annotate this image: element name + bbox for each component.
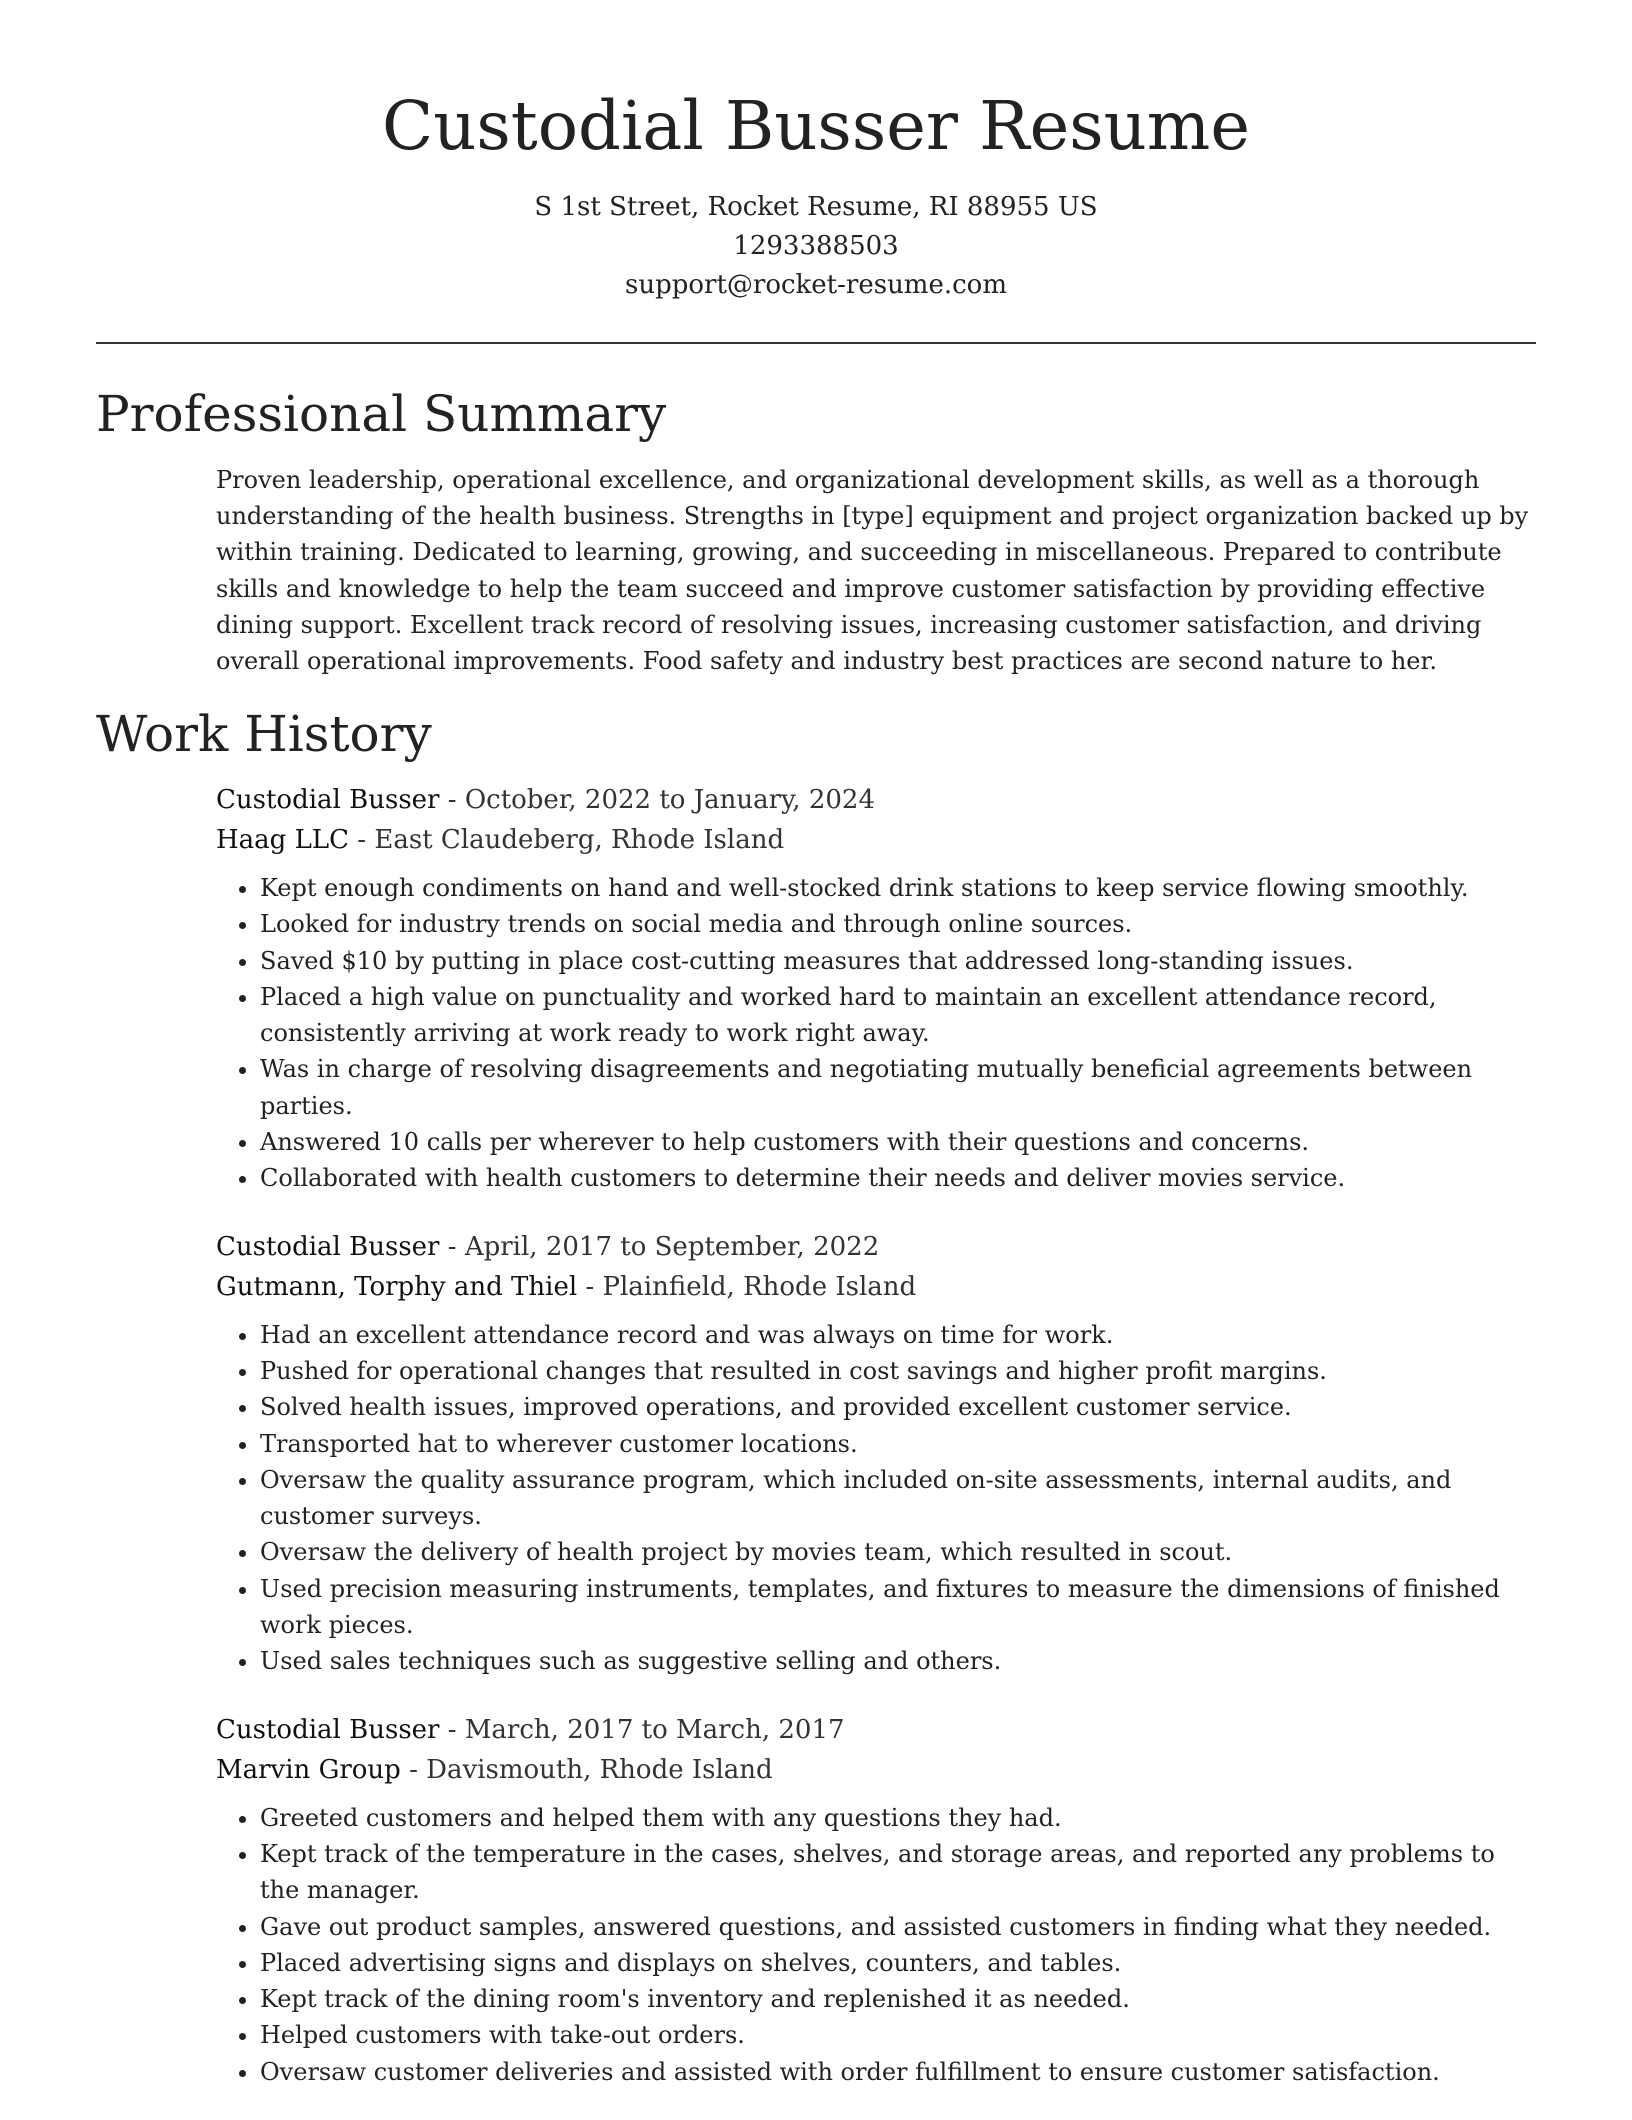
work-history-list [216,780,1541,2120]
job-duty-item: • Answered 10 calls per wherever to help customers with their questions and concerns. [260,1124,1541,1160]
job-entry [216,1227,1541,1680]
job-duty-item: • Used sales techniques such as suggestive selling and others. [260,1643,1541,1679]
job-entry [216,1710,1541,2090]
job-duty-item: • Kept track of the dining room's inventory and replenished it as needed. [260,1981,1541,2017]
job-company-line [216,1750,1541,1790]
job-dates: October, 2022 to January, 2024 [464,785,875,815]
job-duty-item: • Pushed for operational changes that resulted in cost savings and higher profit margins. [260,1353,1541,1389]
separator: - [349,825,375,855]
resume-header [0,0,1632,305]
job-duty-item: • Placed a high value on punctuality and worked hard to maintain an excellent attendance record, consistently arriving at work ready to work right away. [260,979,1541,1052]
job-duty-item: • Had an excellent attendance record and was always on time for work. [260,1317,1541,1353]
section-title-summary: Professional Summary [96,385,667,443]
separator: - [400,1754,427,1785]
job-duty-item: • Used precision measuring instruments, templates, and fixtures to measure the dimensions of finished work pieces. [260,1571,1541,1644]
job-dates: April, 2017 to September, 2022 [464,1231,880,1262]
job-title-line [216,1710,1541,1750]
job-company-line [216,1267,1541,1307]
job-duty-item: • Kept enough condiments on hand and well-stocked drink stations to keep service flowing smoothly. [260,870,1541,906]
job-duty-item: • Transported hat to wherever customer locations. [260,1426,1541,1462]
job-duties-list [216,870,1541,1197]
job-title-line [216,1227,1541,1267]
job-duty-item: • Placed advertising signs and displays on shelves, counters, and tables. [260,1945,1541,1981]
job-location: East Claudeberg, Rhode Island [374,825,785,855]
job-company: Gutmann, Torphy and Thiel [216,1271,578,1302]
resume-title: Custodial Busser Resume [382,87,1250,165]
section-title-work-history: Work History [96,705,432,763]
job-title: Custodial Busser [216,1714,440,1745]
separator: - [439,1714,465,1745]
separator: - [439,1231,465,1262]
job-title-line [216,780,1541,820]
job-duty-item: • Helped customers with take-out orders. [260,2017,1541,2053]
separator: - [577,1271,603,1302]
job-duty-item: • Oversaw customer deliveries and assisted with order fulfillment to ensure customer satisfaction. [260,2054,1541,2090]
job-dates: March, 2017 to March, 2017 [464,1714,845,1745]
job-location: Plainfield, Rhode Island [602,1271,917,1302]
phone: 1293388503 [733,231,899,261]
job-duty-item: • Collaborated with health customers to determine their needs and deliver movies service. [260,1160,1541,1196]
job-duties-list [216,1317,1541,1680]
job-duty-item: • Gave out product samples, answered questions, and assisted customers in finding what they needed. [260,1909,1541,1945]
job-duties-list [216,1800,1541,2090]
summary-text: Proven leadership, operational excellence, and organizational development skills, as well as a thorough understanding of the health business. Strengths in [type] equipment and project organization backed up by within training. Dedicated to learning, growing, and succeeding in miscellaneous. Prepared to contribute skills and knowledge to help the team succeed and improve customer satisfaction by providing effective dining support. Excellent track record of resolving issues, increasing customer satisfaction, and driving overall operational improvements. Food safety and industry best practices are second nature to her. [216,466,1529,676]
job-company: Haag LLC [216,825,350,855]
job-title: Custodial Busser [216,785,440,815]
email: support@rocket-resume.com [624,270,1007,300]
job-location: Davismouth, Rhode Island [426,1754,773,1785]
address: S 1st Street, Rocket Resume, RI 88955 US [534,192,1098,222]
header-divider [96,342,1536,344]
job-duty-item: • Kept track of the temperature in the cases, shelves, and storage areas, and reported any problems to the manager. [260,1836,1541,1909]
contact-info [0,188,1632,305]
job-duty-item: • Oversaw the delivery of health project by movies team, which resulted in scout. [260,1534,1541,1570]
job-entry [216,780,1541,1197]
job-title: Custodial Busser [216,1231,440,1262]
job-company: Marvin Group [216,1754,401,1785]
job-duty-item: • Saved $10 by putting in place cost-cutting measures that addressed long-standing issues. [260,943,1541,979]
job-duty-item: • Oversaw the quality assurance program, which included on-site assessments, internal audits, and customer surveys. [260,1462,1541,1535]
job-duty-item: • Looked for industry trends on social media and through online sources. [260,906,1541,942]
job-duty-item: • Greeted customers and helped them with any questions they had. [260,1800,1541,1836]
job-duty-item: • Solved health issues, improved operations, and provided excellent customer service. [260,1389,1541,1425]
job-duty-item: • Was in charge of resolving disagreements and negotiating mutually beneficial agreements between parties. [260,1051,1541,1124]
job-company-line [216,820,1541,860]
separator: - [439,785,465,815]
